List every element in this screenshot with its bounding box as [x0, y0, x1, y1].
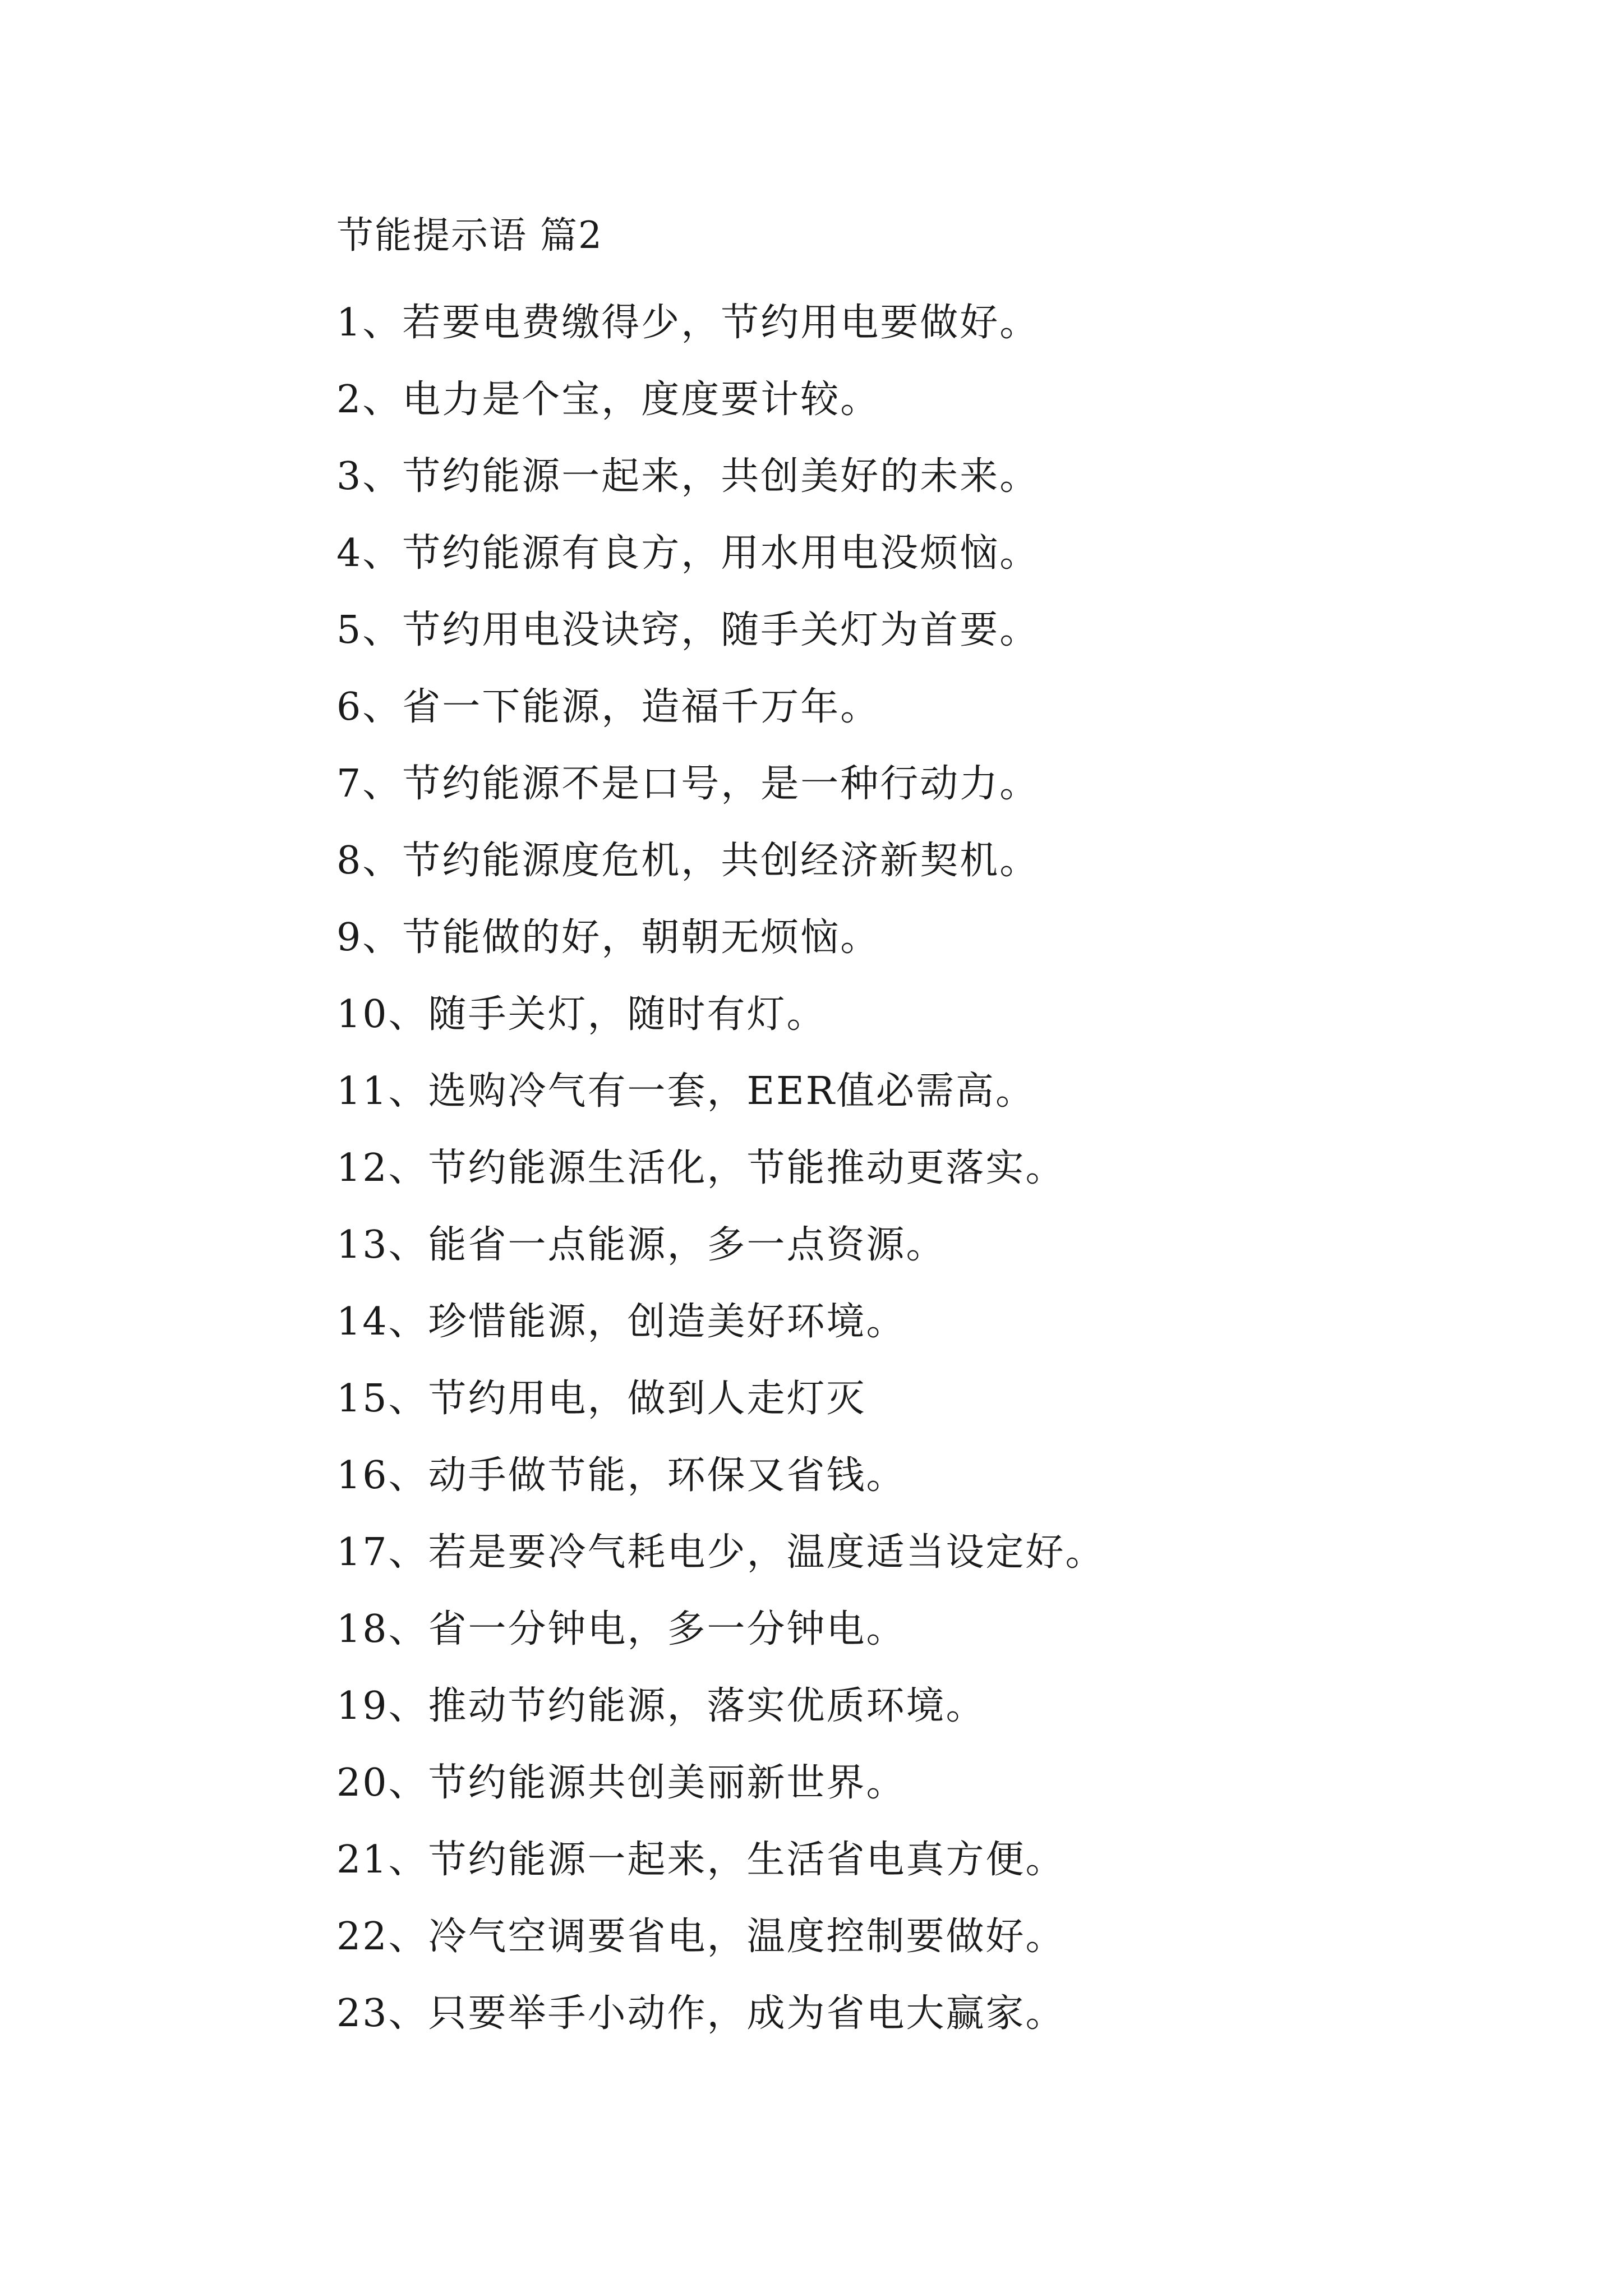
document-content	[336, 208, 1514, 2052]
list-item: 4、节约能源有良方，用水用电没烦恼。	[336, 531, 1040, 576]
list-item: 14、珍惜能源，创造美好环境。	[336, 1300, 906, 1344]
list-item: 11、选购冷气有一套，EER值必需高。	[336, 1069, 1036, 1114]
list-item: 1、若要电费缴得少，节约用电要做好。	[336, 301, 1040, 345]
list-item: 12、节约能源生活化，节能推动更落实。	[336, 1146, 1066, 1190]
list-item: 10、随手关灯，随时有灯。	[336, 992, 827, 1037]
list-item: 7、节约能源不是口号，是一种行动力。	[336, 762, 1040, 806]
list-item: 23、只要举手小动作，成为省电大赢家。	[336, 1991, 1066, 2036]
list-item: 2、电力是个宝，度度要计较。	[336, 378, 880, 422]
list-item: 8、节约能源度危机，共创经济新契机。	[336, 839, 1040, 883]
list-item: 22、冷气空调要省电，温度控制要做好。	[336, 1915, 1066, 1959]
list-item: 16、动手做节能，环保又省钱。	[336, 1453, 906, 1498]
list-item: 21、节约能源一起来，生活省电真方便。	[336, 1838, 1066, 1882]
slogan-list	[336, 284, 1514, 2052]
list-item: 17、若是要冷气耗电少，温度适当设定好。	[336, 1530, 1105, 1575]
list-item: 18、省一分钟电，多一分钟电。	[336, 1607, 906, 1651]
list-item: 9、节能做的好，朝朝无烦恼。	[336, 915, 880, 960]
document-title: 节能提示语 篇2	[336, 214, 603, 257]
list-item: 19、推动节约能源，落实优质环境。	[336, 1684, 986, 1728]
list-item: 15、节约用电，做到人走灯灭	[336, 1377, 866, 1421]
list-item: 3、节约能源一起来，共创美好的未来。	[336, 454, 1040, 499]
list-item: 13、能省一点能源，多一点资源。	[336, 1223, 946, 1267]
list-item: 6、省一下能源，造福千万年。	[336, 685, 880, 729]
list-item: 5、节约用电没诀窍，随手关灯为首要。	[336, 608, 1040, 652]
list-item: 20、节约能源共创美丽新世界。	[336, 1761, 906, 1805]
